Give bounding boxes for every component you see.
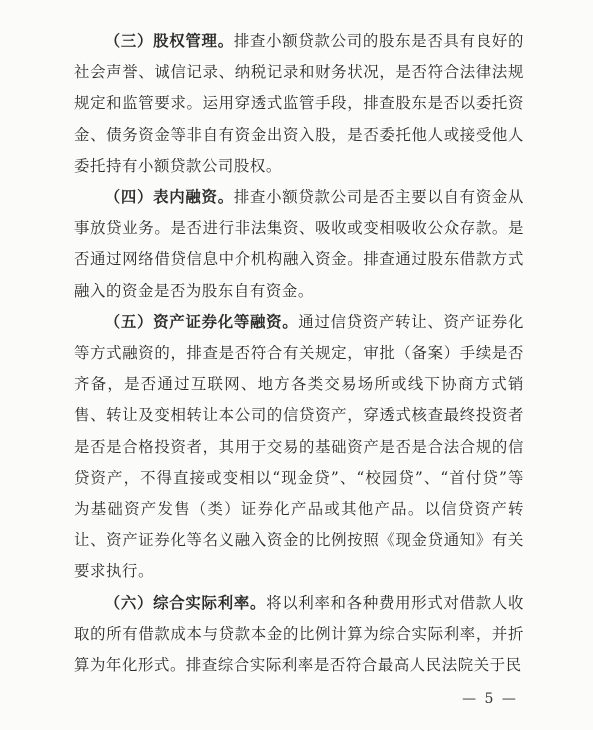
section-heading: （六）综合实际利率。	[104, 593, 267, 612]
section-heading: （四）表内融资。	[104, 188, 234, 207]
page-number: — 5 —	[462, 691, 518, 707]
paragraph-effective-interest-rate	[74, 588, 524, 682]
paragraph-text: 排查小额贷款公司的股东是否具有良好的社会声誉、诚信记录、纳税记录和财务状况，是否符合法律法规规定和监管要求。运用穿透式监管手段，排查股东是否以委托资金、债务资金等非自有资金出资入股，是否委托他人或接受他人委托持有小额贷款公司股权。	[74, 32, 524, 175]
paragraph-equity-management	[74, 26, 524, 182]
paragraph-securitization-financing	[74, 307, 524, 588]
document-body	[74, 26, 524, 681]
paragraph-on-balance-financing	[74, 182, 524, 307]
paragraph-text: 通过信贷资产转让、资产证券化等方式融资的，排查是否符合有关规定，审批（备案）手续是否齐备，是否通过互联网、地方各类交易场所或线下协商方式销售、转让及变相转让本公司的信贷资产，穿透式核查最终投资者是否是合格投资者，其用于交易的基础资产是否是合法合规的信贷资产，不得直接或变相以“现金贷”、“校园贷”、“首付贷”等为基础资产发售（类）证券化产品或其他产品。以信贷资产转让、资产证券化等名义融入资金的比例按照《现金贷通知》有关要求执行。	[74, 312, 525, 581]
section-heading: （五）资产证券化等融资。	[104, 312, 299, 331]
section-heading: （三）股权管理。	[104, 32, 234, 50]
paragraph-text: 排查小额贷款公司是否主要以自有资金从事放贷业务。是否进行非法集资、吸收或变相吸收公众存款。是否通过网络借贷信息中介机构融入资金。排查通过股东借款方式融入的资金是否为股东自有资金。	[74, 188, 524, 300]
paragraph-text: 将以利率和各种费用形式对借款人收取的所有借款成本与贷款本金的比例计算为综合实际利率，并折算为年化形式。排查综合实际利率是否符合最高人民法院关于民	[74, 593, 524, 675]
